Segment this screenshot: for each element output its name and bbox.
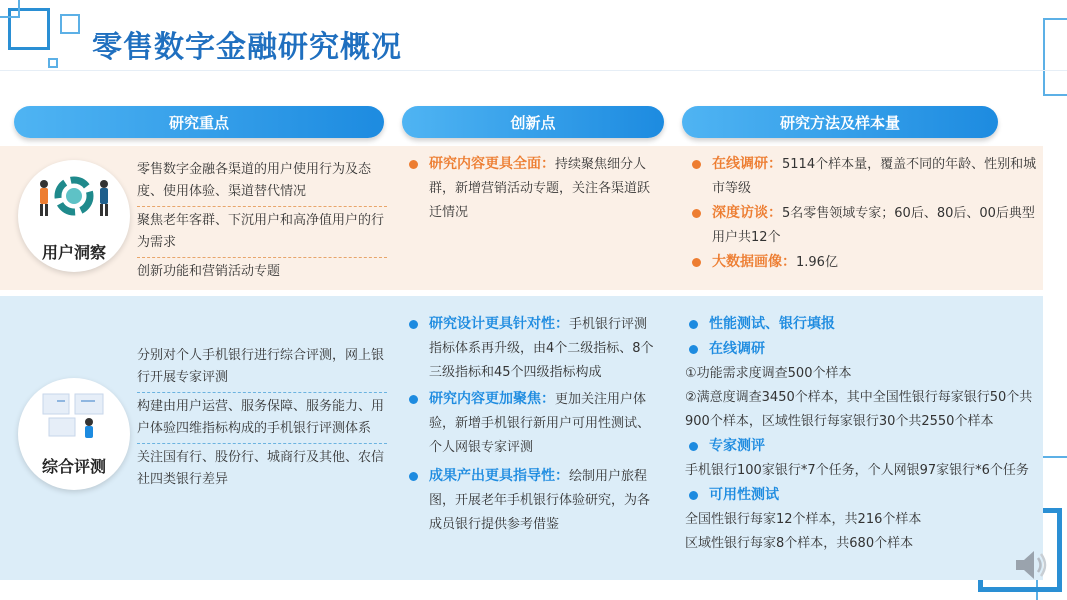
decor-square bbox=[1043, 18, 1067, 96]
bullet-icon bbox=[692, 258, 701, 267]
section-comprehensive-evaluation bbox=[0, 296, 1043, 580]
section-label: 用户洞察 bbox=[41, 243, 106, 262]
item-heading: 在线调研 bbox=[709, 341, 765, 357]
innovation-list bbox=[405, 152, 655, 225]
list-subitem: ②满意度调查3450个样本，其中全国性银行每家银行50个共900个样本，区域性银行每家银行30个共2550个样本 bbox=[685, 390, 1033, 429]
item-heading: 性能测试、银行填报 bbox=[709, 316, 835, 332]
list-subitem: 全国性银行每家12个样本，共216个样本 bbox=[685, 512, 922, 527]
bullet-icon bbox=[689, 345, 698, 354]
list-item bbox=[688, 201, 1043, 250]
method-list bbox=[685, 312, 1043, 556]
list-item bbox=[685, 312, 1043, 337]
item-text: 5114个样本量，覆盖不同的年龄、性别和城市等级 bbox=[712, 157, 1037, 196]
column-header-method: 研究方法及样本量 bbox=[682, 106, 998, 138]
page-title: 零售数字金融研究概况 bbox=[92, 30, 402, 65]
focus-item: 聚焦老年客群、下沉用户和高净值用户的行为需求 bbox=[137, 207, 387, 258]
list-item bbox=[405, 387, 655, 460]
item-heading: 研究内容更具全面： bbox=[429, 156, 555, 172]
list-item bbox=[405, 312, 655, 385]
column-header-innovation: 创新点 bbox=[402, 106, 664, 138]
list-item bbox=[685, 434, 1043, 459]
bullet-icon bbox=[409, 160, 418, 169]
decor-square bbox=[48, 58, 58, 68]
item-heading: 深度访谈： bbox=[712, 205, 782, 221]
focus-item: 分别对个人手机银行进行综合评测，网上银行开展专家评测 bbox=[137, 342, 387, 393]
evaluation-board-icon bbox=[39, 390, 109, 442]
item-text: 绘制用户旅程图，开展老年手机银行体验研究，为各成员银行提供参考借鉴 bbox=[429, 469, 651, 532]
list-item bbox=[688, 250, 1043, 275]
focus-item: 零售数字金融各渠道的用户使用行为及态度、使用体验、渠道替代情况 bbox=[137, 156, 387, 207]
item-text: 更加关注用户体验，新增手机银行新用户可用性测试、个人网银专家评测 bbox=[429, 392, 651, 455]
bullet-icon bbox=[689, 320, 698, 329]
list-subitem: 区域性银行每家8个样本，共680个样本 bbox=[685, 536, 914, 551]
divider bbox=[0, 70, 1067, 71]
column-header-focus: 研究重点 bbox=[14, 106, 384, 138]
bullet-icon bbox=[692, 160, 701, 169]
section-label: 综合评测 bbox=[41, 457, 106, 476]
bullet-icon bbox=[409, 320, 418, 329]
list-subitem: ①功能需求度调查500个样本 bbox=[685, 366, 852, 381]
decor-square bbox=[0, 0, 20, 18]
evaluation-badge bbox=[18, 378, 130, 490]
focus-item: 关注国有行、股份行、城商行及其他、农信社四类银行差异 bbox=[137, 450, 385, 487]
list-subitem: 手机银行100家银行*7个任务，个人网银97家银行*6个任务 bbox=[685, 463, 1029, 478]
section-user-insight bbox=[0, 146, 1043, 290]
bullet-icon bbox=[689, 491, 698, 500]
list-item bbox=[405, 152, 655, 225]
item-heading: 专家测评 bbox=[709, 438, 765, 454]
item-text: 手机银行评测指标体系再升级，由4个二级指标、8个三级指标和45个四级指标构成 bbox=[429, 317, 654, 380]
item-text: 持续聚焦细分人群，新增营销活动专题，关注各渠道跃迁情况 bbox=[429, 157, 651, 220]
people-puzzle-icon bbox=[34, 170, 114, 226]
item-heading: 可用性测试 bbox=[709, 487, 779, 503]
item-heading: 研究内容更加聚焦： bbox=[429, 391, 555, 407]
item-heading: 在线调研： bbox=[712, 156, 782, 172]
method-list bbox=[688, 152, 1043, 275]
item-text: 5名零售领域专家；60后、80后、00后典型用户共12个 bbox=[712, 206, 1035, 245]
bullet-icon bbox=[689, 442, 698, 451]
focus-list bbox=[137, 156, 387, 286]
list-item bbox=[685, 337, 1043, 362]
speaker-icon[interactable] bbox=[1010, 545, 1050, 585]
user-insight-badge bbox=[18, 160, 130, 272]
focus-item: 创新功能和营销活动专题 bbox=[137, 264, 281, 279]
focus-item: 构建由用户运营、服务保障、服务能力、用户体验四维指标构成的手机银行评测体系 bbox=[137, 393, 387, 444]
list-item bbox=[685, 483, 1043, 508]
bullet-icon bbox=[409, 395, 418, 404]
bullet-icon bbox=[692, 209, 701, 218]
bullet-icon bbox=[409, 472, 418, 481]
item-heading: 研究设计更具针对性： bbox=[429, 316, 569, 332]
list-item bbox=[405, 464, 655, 537]
item-heading: 成果产出更具指导性： bbox=[429, 468, 569, 484]
decor-square bbox=[60, 14, 80, 34]
item-heading: 大数据画像： bbox=[712, 254, 796, 270]
list-item bbox=[688, 152, 1043, 201]
item-text: 1.96亿 bbox=[796, 255, 838, 270]
focus-list bbox=[137, 342, 387, 494]
innovation-list bbox=[405, 312, 655, 537]
